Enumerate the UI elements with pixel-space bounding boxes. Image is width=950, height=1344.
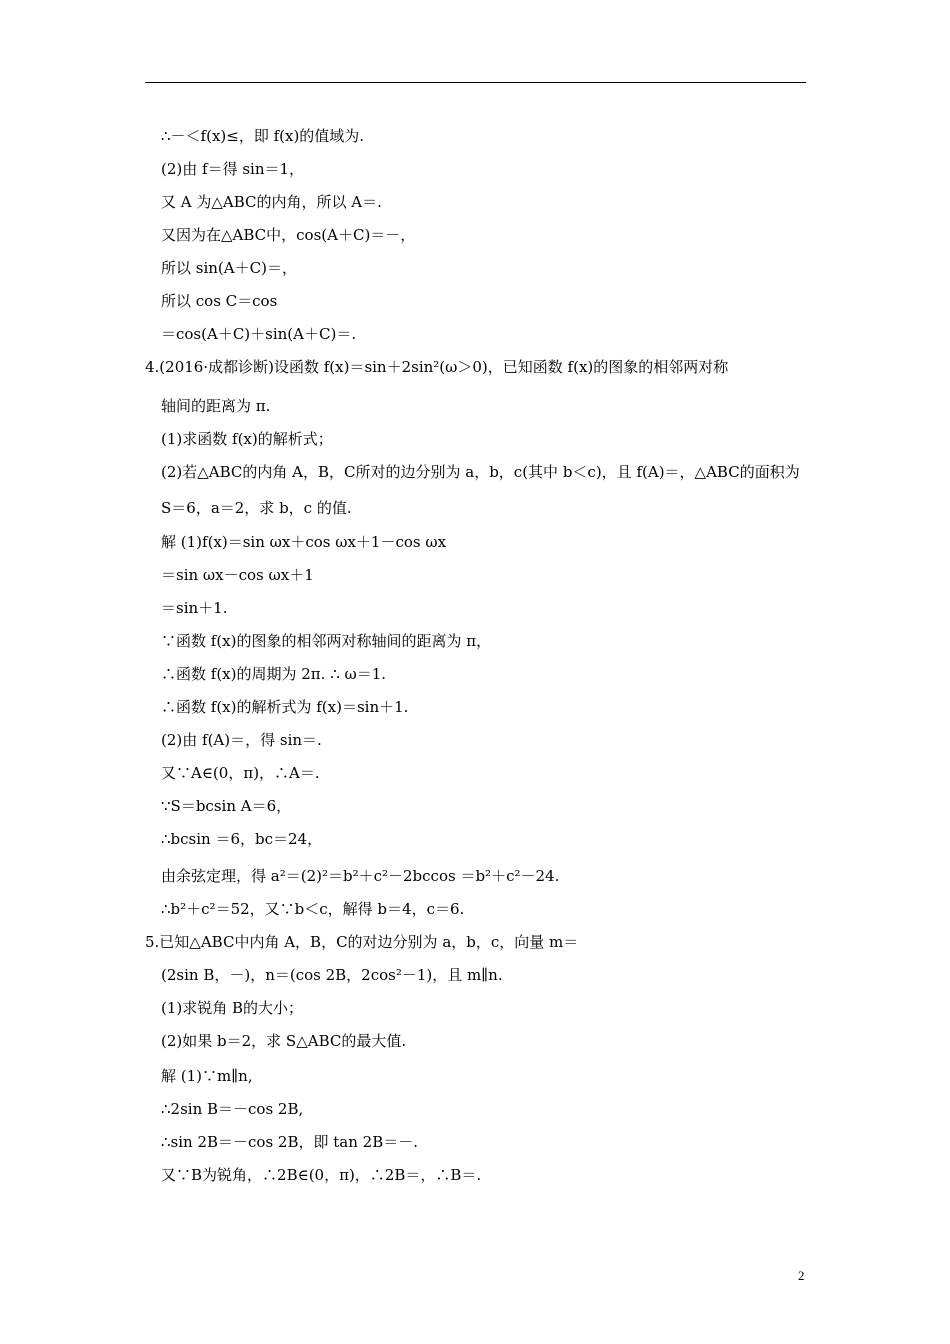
text-line: (2)如果 b＝2，求 S△ABC的最大值. (161, 1032, 407, 1050)
page-number: 2 (798, 1268, 805, 1283)
text-line: (2sin B，－)，n＝(cos 2B，2cos²－1)，且 m∥n. (161, 966, 503, 984)
text-line: 轴间的距离为 π. (161, 397, 271, 415)
text-line: ∴函数 f(x)的解析式为 f(x)＝sin＋1. (161, 698, 409, 716)
text-line: 又 A 为△ABC的内角，所以 A＝. (161, 193, 382, 211)
text-line: (2)若△ABC的内角 A，B，C所对的边分别为 a，b，c(其中 b＜c)，且 f(A)＝，△ABC的面积为 (161, 463, 800, 481)
text-line: ∴sin 2B＝－cos 2B，即 tan 2B＝－. (161, 1133, 419, 1151)
text-line: 所以 sin(A＋C)＝， (161, 259, 297, 277)
text-line: ∵函数 f(x)的图象的相邻两对称轴间的距离为 π， (161, 632, 492, 650)
text-line: 又∵A∈(0，π)，∴A＝. (161, 764, 320, 782)
text-line: ＝cos(A＋C)＋sin(A＋C)＝. (161, 325, 357, 343)
text-line: (2)由 f(A)＝，得 sin＝. (161, 731, 322, 749)
text-line: (1)求函数 f(x)的解析式； (161, 430, 333, 448)
problem-5-heading: 5.已知△ABC中内角 A，B，C的对边分别为 a，b，c，向量 m＝ (145, 933, 579, 951)
text-line: ∴函数 f(x)的周期为 2π. ∴ ω＝1. (161, 665, 387, 683)
text-line: ＝sin ωx－cos ωx＋1 (161, 566, 314, 584)
header-rule (145, 82, 806, 83)
text-line: ∴bcsin ＝6，bc＝24， (161, 830, 323, 848)
text-line: ＝sin＋1. (161, 599, 228, 617)
text-line: S＝6，a＝2，求 b，c 的值. (161, 499, 352, 517)
text-line: (2)由 f＝得 sin＝1， (161, 160, 305, 178)
solution-line: 解 (1)∵m∥n, (161, 1067, 253, 1085)
text-line: ∴b²＋c²＝52，又∵b＜c，解得 b＝4，c＝6. (161, 900, 465, 918)
text-line: ∴2sin B＝－cos 2B, (161, 1100, 304, 1118)
text-line: 由余弦定理，得 a²＝(2)²＝b²＋c²－2bccos ＝b²＋c²－24. (161, 867, 560, 885)
solution-line: 解 (1)f(x)＝sin ωx＋cos ωx＋1－cos ωx (161, 533, 447, 551)
text-line: 又因为在△ABC中，cos(A＋C)＝－， (161, 226, 416, 244)
text-line: 所以 cos C＝cos (161, 292, 278, 310)
problem-4-heading: 4.(2016·成都诊断)设函数 f(x)＝sin＋2sin²(ω＞0)，已知函数 f(x)的图象的相邻两对称 (145, 358, 729, 376)
text-line: ∴－＜f(x)≤，即 f(x)的值域为. (161, 127, 365, 145)
text-line: 又∵B为锐角，∴2B∈(0，π)，∴2B＝，∴B＝. (161, 1166, 482, 1184)
text-line: (1)求锐角 B的大小； (161, 999, 304, 1017)
text-line: ∵S＝bcsin A＝6， (161, 797, 292, 815)
